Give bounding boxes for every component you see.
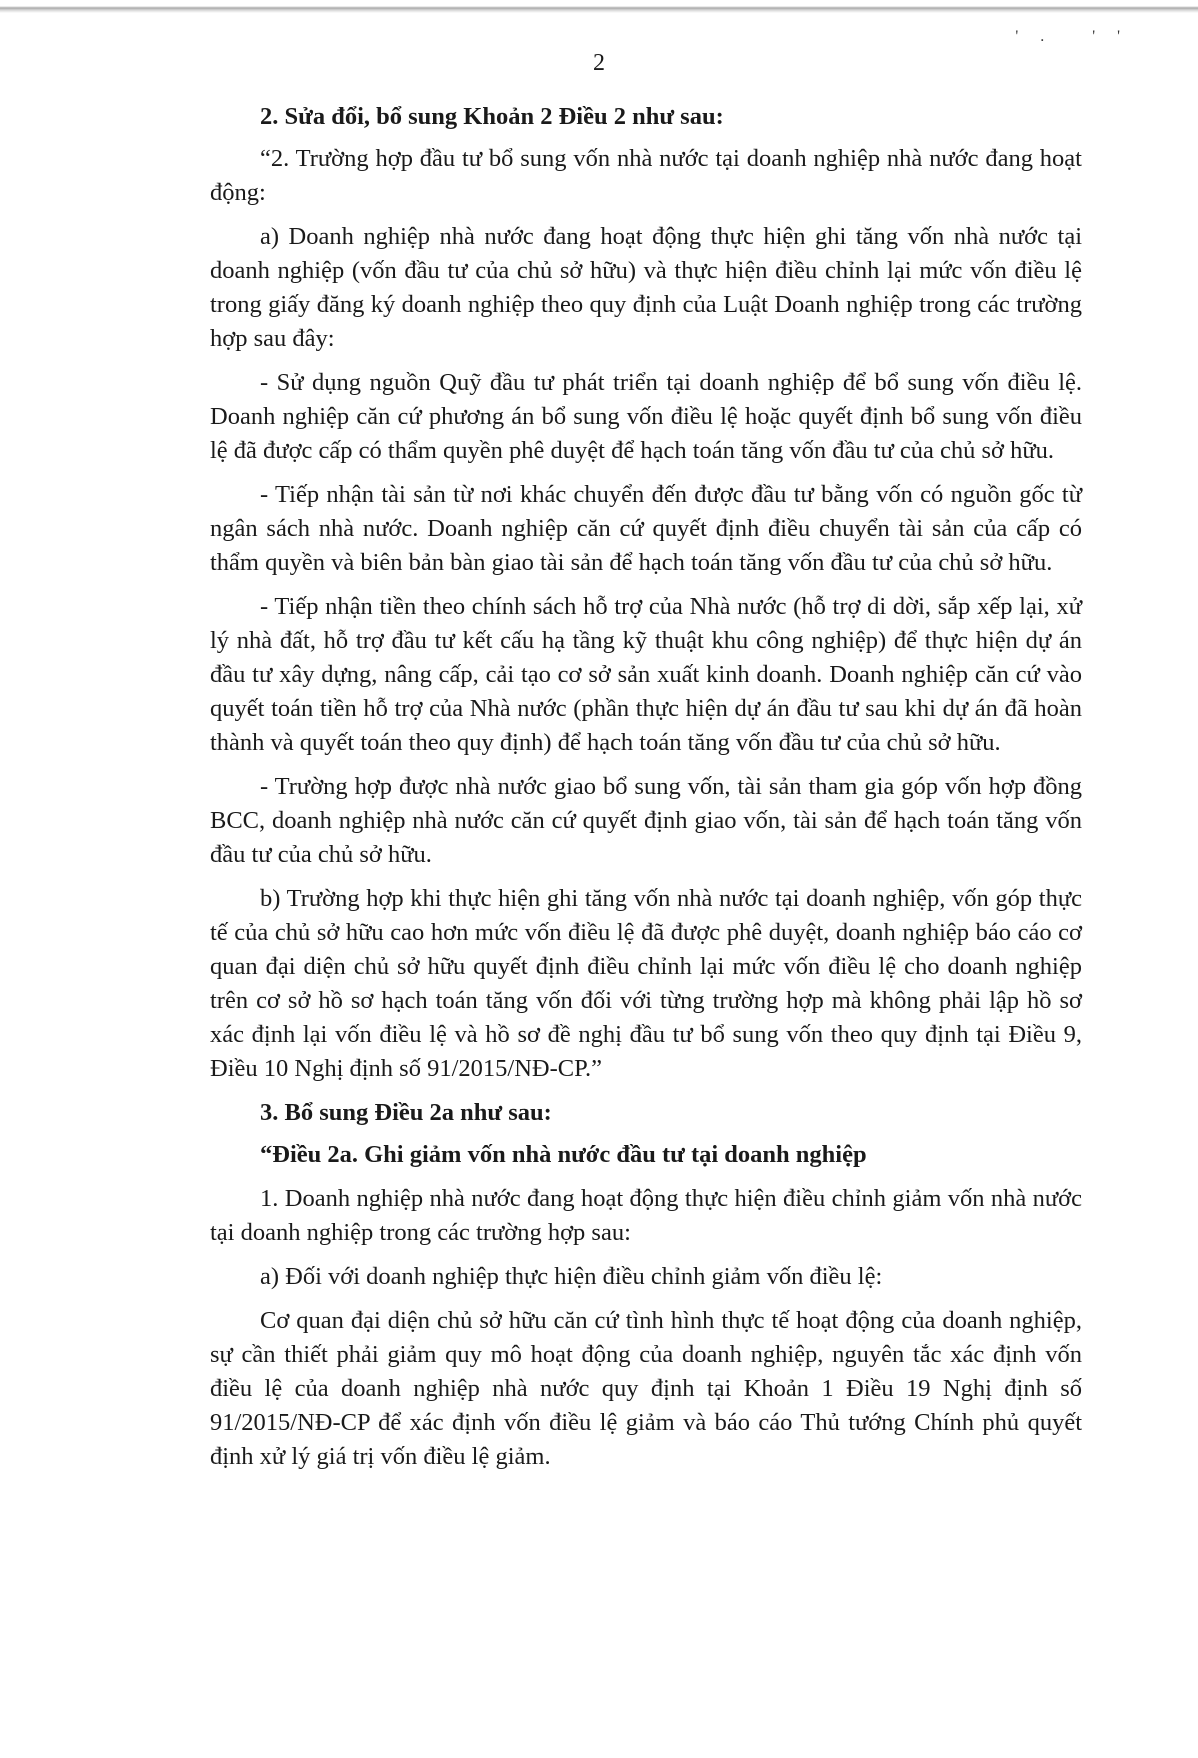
paragraph-bullet-bcc-contract: - Trường hợp được nhà nước giao bổ sung vốn, tài sản tham gia góp vốn hợp đồng BCC, doanh nghiệp nhà nước căn cứ quyết định giao vốn, tài sản để hạch toán tăng vốn đầu tư của chủ sở hữu. <box>210 773 1082 868</box>
paragraph-article-2a-owner-agency: Cơ quan đại diện chủ sở hữu căn cứ tình hình thực tế hoạt động của doanh nghiệp, sự cần thiết phải giảm quy mô hoạt động của doanh nghiệp, nguyên tắc xác định vốn điều lệ của doanh nghiệp nhà nước quy định tại Khoản 1 Điều 19 Nghị định số 91/2015/NĐ-CP để xác định vốn điều lệ giảm và báo cáo Thủ tướng Chính phủ quyết định xử lý giá trị vốn điều lệ giảm. <box>210 1307 1082 1470</box>
scan-top-edge <box>0 0 1198 14</box>
paragraph-bullet-support-funds: - Tiếp nhận tiền theo chính sách hỗ trợ của Nhà nước (hỗ trợ di dời, sắp xếp lại, xử lý nhà đất, hỗ trợ đầu tư kết cấu hạ tầng kỹ thuật khu công nghiệp) để thực hiện dự án đầu tư xây dựng, nâng cấp, cải tạo cơ sở sản xuất kinh doanh. Doanh nghiệp căn cứ vào quyết toán tiền hỗ trợ của Nhà nước (phần thực hiện dự án đầu tư sau khi dự án đã hoàn thành và quyết toán theo quy định) để hạch toán tăng vốn đầu tư của chủ sở hữu. <box>210 593 1082 756</box>
paragraph-article-2a-clause-1: 1. Doanh nghiệp nhà nước đang hoạt động thực hiện điều chỉnh giảm vốn nhà nước tại doanh nghiệp trong các trường hợp sau: <box>210 1185 1082 1246</box>
document-body <box>210 100 1082 1484</box>
paragraph-bullet-investment-fund: - Sử dụng nguồn Quỹ đầu tư phát triển tại doanh nghiệp để bổ sung vốn điều lệ. Doanh nghiệp căn cứ phương án bổ sung vốn điều lệ hoặc quyết định bổ sung vốn điều lệ đã được cấp có thẩm quyền phê duyệt để hạch toán tăng vốn đầu tư của chủ sở hữu. <box>210 369 1082 464</box>
section-heading-2: 2. Sửa đổi, bổ sung Khoản 2 Điều 2 như sau: <box>260 103 724 130</box>
section-heading-3: 3. Bổ sung Điều 2a như sau: <box>260 1099 552 1126</box>
corner-marks: '. '' <box>1015 28 1142 45</box>
paragraph-article-2a-point-a: a) Đối với doanh nghiệp thực hiện điều chỉnh giảm vốn điều lệ: <box>260 1263 883 1290</box>
paragraph-point-b: b) Trường hợp khi thực hiện ghi tăng vốn nhà nước tại doanh nghiệp, vốn góp thực tế của chủ sở hữu cao hơn mức vốn điều lệ đã được phê duyệt, doanh nghiệp báo cáo cơ quan đại diện chủ sở hữu quyết định điều chỉnh lại mức vốn điều lệ cho doanh nghiệp trên cơ sở hồ sơ hạch toán tăng vốn đối với từng trường hợp mà không phải lập hồ sơ xác định lại vốn điều lệ và hồ sơ đề nghị đầu tư bổ sung vốn theo quy định tại Điều 9, Điều 10 Nghị định số 91/2015/NĐ-CP.” <box>210 885 1082 1082</box>
paragraph-clause-2-intro: “2. Trường hợp đầu tư bổ sung vốn nhà nước tại doanh nghiệp nhà nước đang hoạt động: <box>210 145 1082 206</box>
paragraph-bullet-asset-transfer: - Tiếp nhận tài sản từ nơi khác chuyển đến được đầu tư bằng vốn có nguồn gốc từ ngân sách nhà nước. Doanh nghiệp căn cứ quyết định điều chuyển tài sản của cấp có thẩm quyền và biên bản bàn giao tài sản để hạch toán tăng vốn đầu tư của chủ sở hữu. <box>210 481 1082 576</box>
article-2a-title: “Điều 2a. Ghi giảm vốn nhà nước đầu tư tại doanh nghiệp <box>260 1141 867 1168</box>
page-number: 2 <box>593 50 605 76</box>
paragraph-point-a: a) Doanh nghiệp nhà nước đang hoạt động thực hiện ghi tăng vốn nhà nước tại doanh nghiệp (vốn đầu tư của chủ sở hữu) và thực hiện điều chỉnh lại mức vốn điều lệ trong giấy đăng ký doanh nghiệp theo quy định của Luật Doanh nghiệp trong các trường hợp sau đây: <box>210 223 1082 352</box>
